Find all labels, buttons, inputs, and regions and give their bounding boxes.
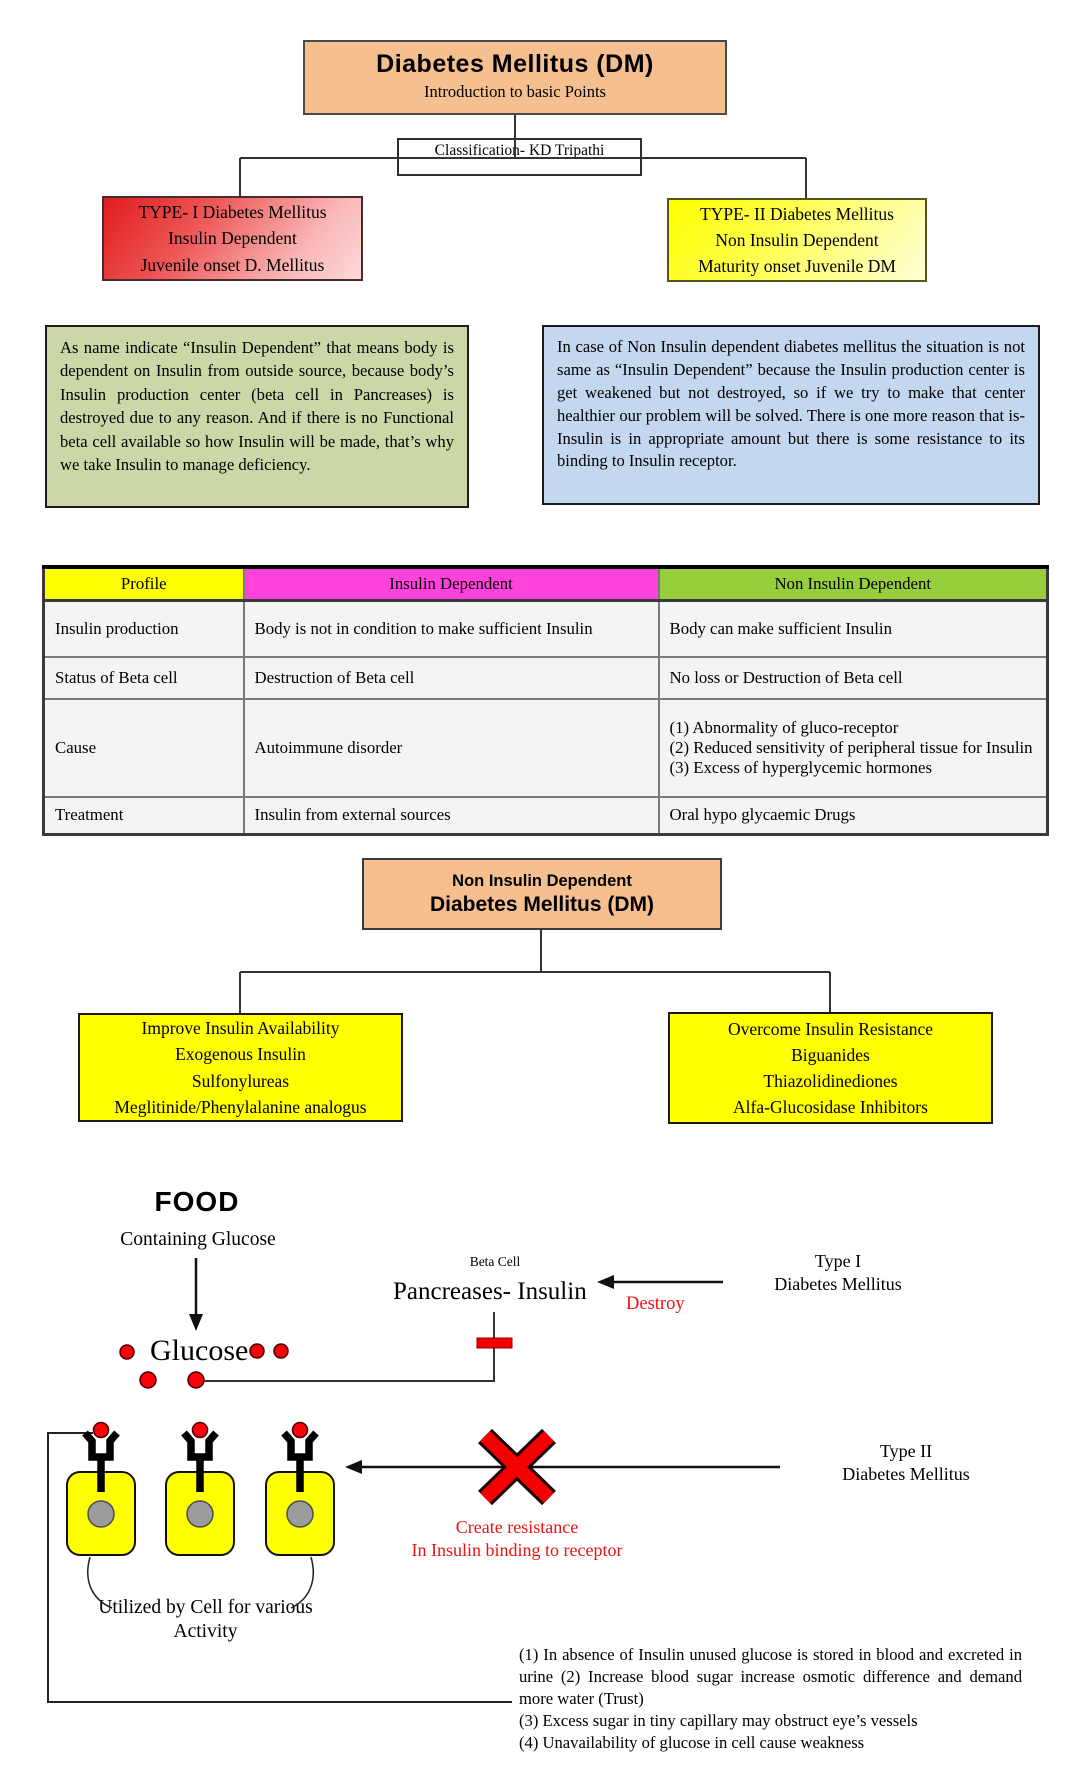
table-cell: Treatment	[44, 797, 244, 835]
title-box	[303, 40, 727, 115]
col-header-profile: Profile	[44, 567, 244, 601]
table-cell: Body can make sufficient Insulin	[659, 601, 1048, 657]
improve-line: Improve Insulin Availability	[141, 1018, 340, 1038]
type2-dm-label	[806, 1440, 1006, 1487]
insulin-dependent-note: As name indicate “Insulin Dependent” that means body is dependent on Insulin from outside source, because body’s Insulin production center (beta cell in Pancreases) is destroyed due to any reason. And if there is no Functional beta cell available so how Insulin will be made, that’s why we take Insulin to manage deficiency.	[45, 325, 469, 508]
table-cell: Insulin from external sources	[244, 797, 659, 835]
col-header-non-insulin-dependent: Non Insulin Dependent	[659, 567, 1048, 601]
containing-glucose-label: Containing Glucose	[120, 1229, 276, 1250]
type1-dm-label	[742, 1250, 934, 1297]
table-header-row	[44, 567, 1048, 601]
cause-line: (2) Reduced sensitivity of peripheral tissue for Insulin	[669, 737, 1033, 757]
table-row	[44, 699, 1048, 797]
table-row	[44, 657, 1048, 699]
glucose-label: Glucose	[150, 1334, 249, 1367]
page-subtitle: Introduction to basic Points	[424, 82, 606, 101]
utilized-by-cell-label	[58, 1596, 353, 1645]
resistance-x-icon	[485, 1436, 549, 1498]
improve-insulin-box	[78, 1013, 403, 1122]
type2-line: TYPE- II Diabetes Mellitus	[700, 203, 894, 224]
table-row	[44, 797, 1048, 835]
overcome-line: Alfa-Glucosidase Inhibitors	[733, 1097, 928, 1118]
blocked-bar-icon	[477, 1338, 512, 1348]
type2-line: Maturity onset Juvenile DM	[698, 256, 896, 277]
destroy-label: Destroy	[626, 1294, 685, 1314]
pancreases-insulin-label: Pancreases- Insulin	[393, 1278, 587, 1305]
niddm-tree-connectors	[240, 930, 830, 1013]
type1-box	[102, 196, 363, 281]
improve-line: Sulfonylureas	[191, 1070, 290, 1091]
utilized-line: Utilized by Cell for various	[98, 1597, 313, 1618]
table-row	[44, 601, 1048, 657]
utilized-line: Activity	[173, 1621, 238, 1643]
create-resistance-label	[372, 1516, 662, 1563]
glucose-insulin-connector	[203, 1312, 512, 1381]
type1-dm-line: Diabetes Mellitus	[774, 1274, 902, 1295]
overcome-resistance-box	[668, 1012, 993, 1124]
cell-unit	[67, 1423, 135, 1556]
table-cell: No loss or Destruction of Beta cell	[659, 657, 1048, 699]
classification-label: Classification- KD Tripathi	[434, 142, 605, 159]
type2-dm-line: Type II	[879, 1441, 933, 1461]
cell-unit	[166, 1423, 234, 1556]
non-insulin-dependent-note: In case of Non Insulin dependent diabetes mellitus the situation is not same as “Insulin Dependent” because the Insulin production center is get weakened but not destroyed, so if we try to make that center healthier our problem will be solved. There is one more reason that is- Insulin is in appropriate amount but there is some resistance to its binding to Insulin receptor.	[542, 325, 1040, 505]
type2-line: Non Insulin Dependent	[715, 229, 879, 250]
page-title: Diabetes Mellitus (DM)	[376, 50, 654, 78]
type2-dm-line: Diabetes Mellitus	[842, 1464, 970, 1485]
type1-line: Juvenile onset D. Mellitus	[140, 254, 325, 275]
col-header-insulin-dependent: Insulin Dependent	[244, 567, 659, 601]
niddm-subtitle: Non Insulin Dependent	[452, 871, 632, 890]
food-heading: FOOD	[154, 1186, 240, 1217]
table-cell	[659, 699, 1048, 797]
table-cell: Body is not in condition to make sufficient Insulin	[244, 601, 659, 657]
resistance-arrow	[345, 1460, 780, 1474]
create-resistance-line: In Insulin binding to receptor	[411, 1540, 623, 1561]
niddm-title: Diabetes Mellitus (DM)	[429, 892, 655, 916]
overcome-line: Thiazolidinediones	[763, 1071, 898, 1091]
glucose-cell-connector	[48, 1433, 512, 1702]
overcome-line: Biguanides	[791, 1044, 870, 1065]
complications-notes	[519, 1644, 1022, 1754]
niddm-box	[362, 858, 722, 930]
table-cell: Cause	[44, 699, 244, 797]
complications-para: (1) In absence of Insulin unused glucose is stored in blood and excreted in urine (2) Increase blood sugar increase osmotic difference and demand more water (Trust)	[519, 1645, 1022, 1709]
create-resistance-line: Create resistance	[455, 1517, 579, 1537]
table-cell: Destruction of Beta cell	[244, 657, 659, 699]
table-cell: Status of Beta cell	[44, 657, 244, 699]
improve-line: Exogenous Insulin	[175, 1044, 306, 1065]
type2-box	[667, 198, 927, 282]
type1-line: Insulin Dependent	[168, 228, 297, 249]
cell-unit	[266, 1423, 334, 1556]
complications-para: (4) Unavailability of glucose in cell cause weakness	[519, 1733, 865, 1753]
cause-line: (3) Excess of hyperglycemic hormones	[669, 757, 933, 777]
body-cells	[67, 1423, 334, 1556]
classification-box	[397, 138, 642, 176]
table-cell: Oral hypo glycaemic Drugs	[659, 797, 1048, 835]
table-cell: Insulin production	[44, 601, 244, 657]
food-glucose-arrow	[189, 1258, 203, 1331]
complications-para: (3) Excess sugar in tiny capillary may obstruct eye’s vessels	[519, 1711, 918, 1731]
overcome-line: Overcome Insulin Resistance	[727, 1018, 934, 1039]
comparison-table	[42, 565, 1049, 836]
type1-dm-line: Type I	[814, 1251, 862, 1271]
cause-line: (1) Abnormality of gluco-receptor	[669, 717, 899, 737]
improve-line: Meglitinide/Phenylalanine analogus	[114, 1096, 367, 1117]
beta-cell-label: Beta Cell	[469, 1254, 521, 1269]
destroy-arrow	[597, 1275, 723, 1289]
type1-line: TYPE- I Diabetes Mellitus	[138, 202, 327, 223]
table-cell: Autoimmune disorder	[244, 699, 659, 797]
